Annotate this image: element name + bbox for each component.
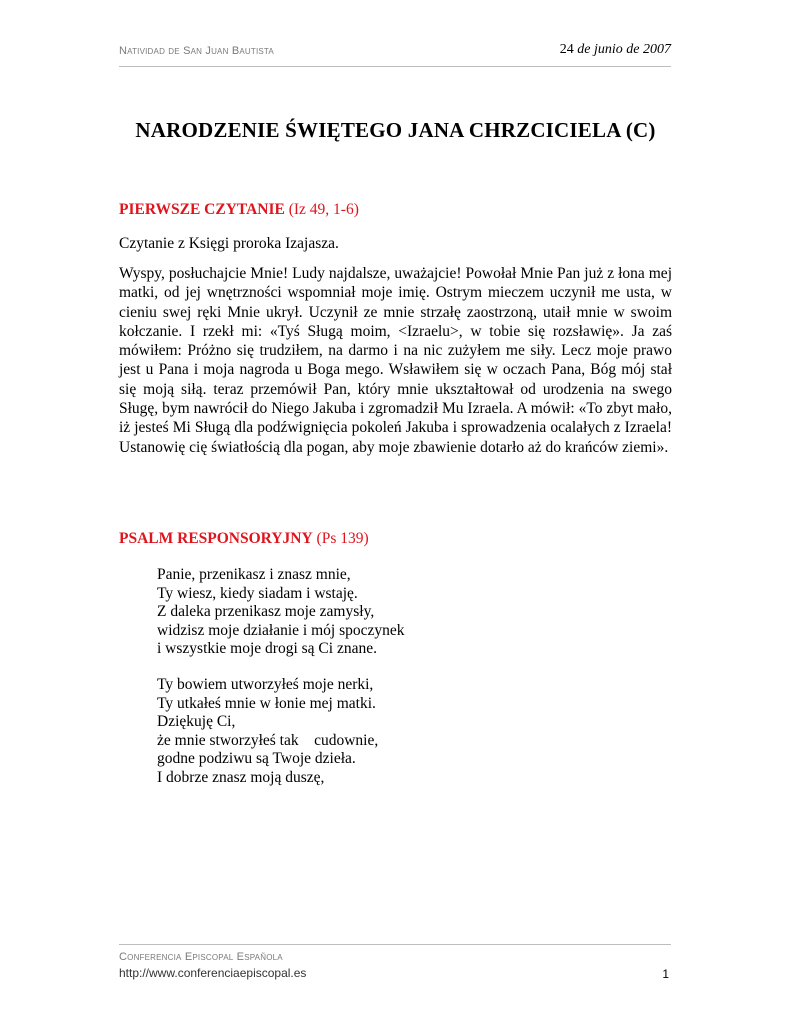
- page-header: [119, 42, 671, 67]
- header-date-day: 24: [559, 42, 574, 57]
- header-date: [560, 42, 671, 58]
- page-number: 1: [662, 967, 669, 981]
- footer-org: Conferencia Episcopal Española: [119, 951, 283, 963]
- psalm-label: PSALM RESPONSORYJNY: [119, 530, 313, 547]
- reading1-label: PIERWSZE CZYTANIE: [119, 201, 285, 218]
- psalm-line: godne podziwu są Twoje dzieła.: [157, 750, 356, 768]
- page-title: NARODZENIE ŚWIĘTEGO JANA CHRZCICIELA (C): [135, 118, 656, 142]
- psalm-stanza-2: [157, 676, 607, 788]
- reading1-text: Wyspy, posłuchajcie Mnie! Ludy najdalsze, uważajcie! Powołał Mnie Pan już z łona mej matki, od jej wnętrzności wspomniał moje imię. Ostrym mieczem uczynił me usta, w cieniu swej ręki Mnie ukrył. Uczynił ze mnie strzałę zaostrzoną, utaił mnie w swoim kołczanie. I rzekł mi: «Tyś Sługą moim, <Izraelu>, w tobie się rozsławię». Ja zaś mówiłem: Próżno się trudziłem, na darmo i na nic zużyłem me siły. Lecz moje prawo jest u Pana i moja nagroda u Boga mego. Wsławiłem się w oczach Pana, Bóg mój stał się moją siłą. teraz przemówił Pan, który mnie ukształtował od urodzenia na swego Sługę, bym nawrócił do Niego Jakuba i zgromadził Mu Izraela. A mówił: «To zbyt mało, iż jesteś Mi Sługą dla podźwignięcia pokoleń Jakuba i sprowadzenia ocalałych z Izraela! Ustanowię cię światłością dla pogan, aby moje zbawienie dotarło aż do krańców ziemi».: [119, 265, 672, 456]
- psalm-line: Ty wiesz, kiedy siadam i wstaję.: [157, 584, 358, 602]
- psalm-line: I dobrze znasz moją duszę,: [157, 768, 325, 786]
- header-title: Natividad de San Juan Bautista: [119, 45, 274, 57]
- header-date-rest: de junio de 2007: [573, 42, 671, 57]
- psalm-line: widzisz moje działanie i mój spoczynek: [157, 621, 405, 639]
- psalm-line: Ty bowiem utworzyłeś moje nerki,: [157, 676, 374, 693]
- reading1-ref: (Iz 49, 1-6): [284, 201, 359, 218]
- reading1-heading: [119, 201, 359, 219]
- footer-url-link[interactable]: http://www.conferenciaepiscopal.es: [119, 966, 307, 980]
- psalm-stanza-1: [157, 566, 607, 659]
- psalm-heading: [119, 530, 369, 548]
- psalm-line: i wszystkie moje drogi są Ci znane.: [157, 640, 377, 658]
- psalm-line: Z daleka przenikasz moje zamysły,: [157, 603, 375, 621]
- psalm-ref: (Ps 139): [312, 530, 369, 547]
- page-footer: [119, 944, 671, 980]
- psalm-line: że mnie stworzyłeś tak cudownie,: [157, 731, 379, 749]
- psalm-line: Dziękuję Ci,: [157, 713, 236, 731]
- reading1-intro: Czytanie z Księgi proroka Izajasza.: [119, 235, 339, 252]
- psalm-line: Ty utkałeś mnie w łonie mej matki.: [157, 694, 376, 712]
- psalm-line: Panie, przenikasz i znasz mnie,: [157, 566, 351, 583]
